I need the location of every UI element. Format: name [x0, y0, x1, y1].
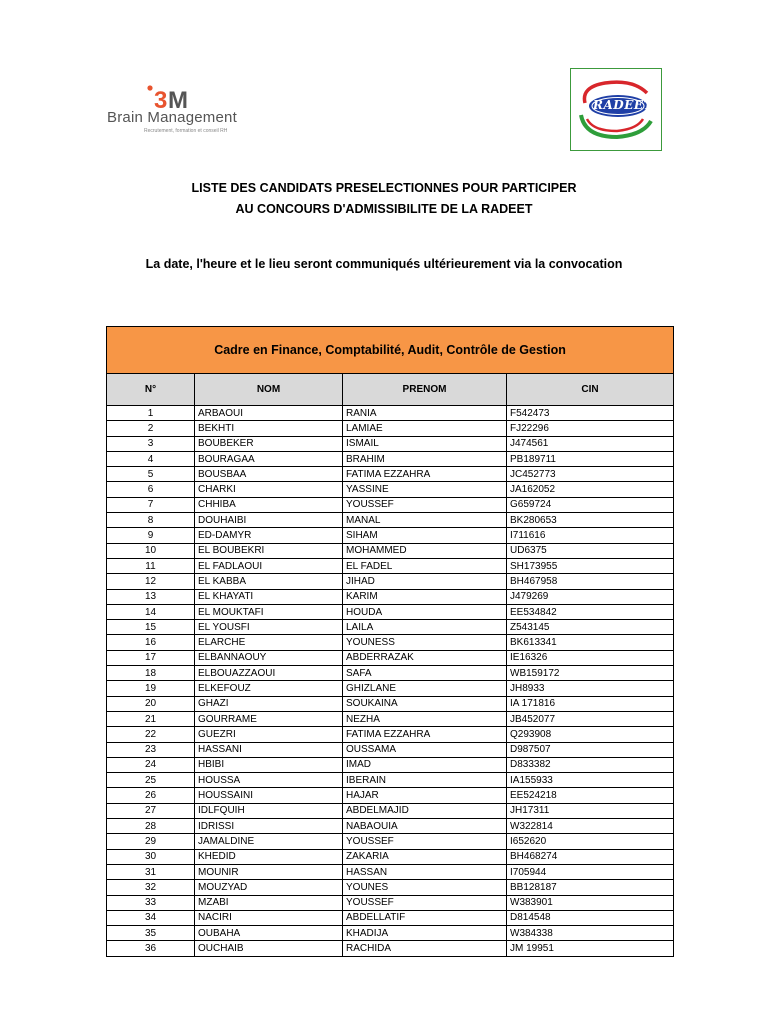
cell-cin: EE534842: [507, 604, 674, 619]
cell-nom: ELKEFOUZ: [195, 681, 343, 696]
brain-management-logo: [107, 83, 247, 143]
cell-num: 24: [107, 757, 195, 772]
cell-cin: JH17311: [507, 803, 674, 818]
cell-nom: EL YOUSFI: [195, 620, 343, 635]
header-nom: NOM: [195, 374, 343, 406]
table-row: [107, 681, 674, 696]
cell-prenom: RANIA: [343, 406, 507, 421]
cell-prenom: ABDELLATIF: [343, 910, 507, 925]
cell-num: 7: [107, 497, 195, 512]
cell-cin: W384338: [507, 926, 674, 941]
radeet-wordmark: RADEET: [593, 98, 653, 112]
cell-nom: EL KHAYATI: [195, 589, 343, 604]
svg-text:M: M: [168, 87, 188, 111]
cell-nom: HASSANI: [195, 742, 343, 757]
cell-nom: EL BOUBEKRI: [195, 543, 343, 558]
cell-num: 30: [107, 849, 195, 864]
table-row: [107, 558, 674, 573]
cell-cin: JM 19951: [507, 941, 674, 956]
cell-prenom: SAFA: [343, 666, 507, 681]
cell-cin: FJ22296: [507, 421, 674, 436]
cell-nom: IDLFQUIH: [195, 803, 343, 818]
cell-cin: JA162052: [507, 482, 674, 497]
cell-cin: Q293908: [507, 727, 674, 742]
cell-cin: JH8933: [507, 681, 674, 696]
brain-management-name: Brain Management: [107, 109, 237, 126]
cell-nom: HOUSSA: [195, 773, 343, 788]
table-row: [107, 451, 674, 466]
cell-nom: MZABI: [195, 895, 343, 910]
cell-prenom: HOUDA: [343, 604, 507, 619]
cell-cin: BH467958: [507, 574, 674, 589]
cell-prenom: YOUSSEF: [343, 497, 507, 512]
cell-nom: BEKHTI: [195, 421, 343, 436]
table-row: [107, 497, 674, 512]
cell-prenom: ISMAIL: [343, 436, 507, 451]
table-row: [107, 421, 674, 436]
table-row: [107, 482, 674, 497]
cell-num: 14: [107, 604, 195, 619]
cell-nom: BOURAGAA: [195, 451, 343, 466]
cell-nom: DOUHAIBI: [195, 513, 343, 528]
table-row: [107, 528, 674, 543]
cell-cin: J474561: [507, 436, 674, 451]
cell-num: 4: [107, 451, 195, 466]
cell-prenom: SOUKAINA: [343, 696, 507, 711]
cell-prenom: FATIMA EZZAHRA: [343, 467, 507, 482]
cell-num: 32: [107, 880, 195, 895]
cell-num: 26: [107, 788, 195, 803]
cell-nom: EL MOUKTAFI: [195, 604, 343, 619]
cell-num: 11: [107, 558, 195, 573]
table-row: [107, 926, 674, 941]
cell-nom: BOUBEKER: [195, 436, 343, 451]
cell-num: 31: [107, 864, 195, 879]
document-subtitle: La date, l'heure et le lieu seront communiqués ultérieurement via la convocation: [145, 257, 623, 271]
cell-cin: JB452077: [507, 711, 674, 726]
cell-num: 35: [107, 926, 195, 941]
cell-nom: GOURRAME: [195, 711, 343, 726]
cell-nom: GUEZRI: [195, 727, 343, 742]
cell-num: 18: [107, 666, 195, 681]
cell-prenom: MANAL: [343, 513, 507, 528]
cell-prenom: MOHAMMED: [343, 543, 507, 558]
table-row: [107, 513, 674, 528]
cell-prenom: YOUNES: [343, 880, 507, 895]
table-row: [107, 406, 674, 421]
brain-management-tagline: Recrutement, formation et conseil RH: [144, 128, 228, 134]
cell-cin: D987507: [507, 742, 674, 757]
cell-prenom: YASSINE: [343, 482, 507, 497]
cell-num: 27: [107, 803, 195, 818]
cell-nom: HOUSSAINI: [195, 788, 343, 803]
table-row: [107, 711, 674, 726]
svg-text:3: 3: [154, 87, 168, 111]
cell-nom: GHAZI: [195, 696, 343, 711]
header-prenom: PRENOM: [343, 374, 507, 406]
cell-prenom: NABAOUIA: [343, 819, 507, 834]
table-row: [107, 773, 674, 788]
table-row: [107, 742, 674, 757]
cell-nom: IDRISSI: [195, 819, 343, 834]
table-row: [107, 819, 674, 834]
cell-nom: KHEDID: [195, 849, 343, 864]
cell-num: 36: [107, 941, 195, 956]
cell-prenom: LAILA: [343, 620, 507, 635]
cell-cin: D814548: [507, 910, 674, 925]
section-title: Cadre en Finance, Comptabilité, Audit, Contrôle de Gestion: [107, 327, 674, 374]
cell-cin: WB159172: [507, 666, 674, 681]
cell-num: 20: [107, 696, 195, 711]
cell-prenom: ZAKARIA: [343, 849, 507, 864]
cell-nom: ED-DAMYR: [195, 528, 343, 543]
table-row: [107, 666, 674, 681]
table-row: [107, 941, 674, 956]
table-row: [107, 803, 674, 818]
table-row: [107, 635, 674, 650]
cell-cin: G659724: [507, 497, 674, 512]
cell-prenom: EL FADEL: [343, 558, 507, 573]
table-row: [107, 589, 674, 604]
table-row: [107, 864, 674, 879]
cell-prenom: YOUSSEF: [343, 834, 507, 849]
cell-prenom: LAMIAE: [343, 421, 507, 436]
cell-num: 1: [107, 406, 195, 421]
cell-nom: ELARCHE: [195, 635, 343, 650]
cell-num: 17: [107, 650, 195, 665]
cell-prenom: HAJAR: [343, 788, 507, 803]
cell-cin: W322814: [507, 819, 674, 834]
cell-num: 33: [107, 895, 195, 910]
cell-num: 16: [107, 635, 195, 650]
table-row: [107, 757, 674, 772]
cell-prenom: ABDERRAZAK: [343, 650, 507, 665]
cell-nom: ELBANNAOUY: [195, 650, 343, 665]
cell-prenom: GHIZLANE: [343, 681, 507, 696]
cell-cin: IA 171816: [507, 696, 674, 711]
table-row: [107, 650, 674, 665]
cell-nom: HBIBI: [195, 757, 343, 772]
cell-num: 9: [107, 528, 195, 543]
cell-nom: BOUSBAA: [195, 467, 343, 482]
cell-cin: D833382: [507, 757, 674, 772]
cell-nom: EL FADLAOUI: [195, 558, 343, 573]
cell-cin: UD6375: [507, 543, 674, 558]
cell-num: 22: [107, 727, 195, 742]
document-title-line1: LISTE DES CANDIDATS PRESELECTIONNES POUR PARTICIPER: [191, 181, 577, 195]
table-row: [107, 467, 674, 482]
cell-num: 29: [107, 834, 195, 849]
table-row: [107, 910, 674, 925]
cell-num: 12: [107, 574, 195, 589]
cell-num: 10: [107, 543, 195, 558]
cell-cin: I711616: [507, 528, 674, 543]
cell-prenom: OUSSAMA: [343, 742, 507, 757]
cell-prenom: YOUNESS: [343, 635, 507, 650]
cell-nom: CHARKI: [195, 482, 343, 497]
cell-cin: IE16326: [507, 650, 674, 665]
table-body: [107, 406, 674, 957]
cell-prenom: YOUSSEF: [343, 895, 507, 910]
table-row: [107, 604, 674, 619]
cell-prenom: RACHIDA: [343, 941, 507, 956]
cell-num: 21: [107, 711, 195, 726]
cell-prenom: NEZHA: [343, 711, 507, 726]
cell-prenom: HASSAN: [343, 864, 507, 879]
cell-prenom: BRAHIM: [343, 451, 507, 466]
cell-num: 19: [107, 681, 195, 696]
table-row: [107, 620, 674, 635]
cell-num: 13: [107, 589, 195, 604]
cell-cin: I705944: [507, 864, 674, 879]
cell-cin: PB189711: [507, 451, 674, 466]
table-row: [107, 543, 674, 558]
cell-cin: JC452773: [507, 467, 674, 482]
cell-cin: Z543145: [507, 620, 674, 635]
cell-nom: CHHIBA: [195, 497, 343, 512]
candidates-table: [106, 326, 674, 957]
table-row: [107, 696, 674, 711]
cell-cin: BH468274: [507, 849, 674, 864]
cell-cin: BK280653: [507, 513, 674, 528]
cell-cin: I652620: [507, 834, 674, 849]
cell-cin: BK613341: [507, 635, 674, 650]
cell-prenom: KHADIJA: [343, 926, 507, 941]
cell-num: 34: [107, 910, 195, 925]
table-row: [107, 880, 674, 895]
cell-num: 15: [107, 620, 195, 635]
table-row: [107, 895, 674, 910]
cell-num: 8: [107, 513, 195, 528]
table-row: [107, 574, 674, 589]
cell-num: 6: [107, 482, 195, 497]
cell-cin: W383901: [507, 895, 674, 910]
cell-num: 28: [107, 819, 195, 834]
cell-prenom: ABDELMAJID: [343, 803, 507, 818]
cell-num: 25: [107, 773, 195, 788]
cell-prenom: IBERAIN: [343, 773, 507, 788]
cell-num: 23: [107, 742, 195, 757]
document-title-line2: AU CONCOURS D'ADMISSIBILITE DE LA RADEET: [235, 202, 533, 216]
cell-prenom: IMAD: [343, 757, 507, 772]
cell-num: 2: [107, 421, 195, 436]
cell-nom: MOUZYAD: [195, 880, 343, 895]
cell-prenom: JIHAD: [343, 574, 507, 589]
cell-nom: JAMALDINE: [195, 834, 343, 849]
cell-nom: MOUNIR: [195, 864, 343, 879]
cell-cin: BB128187: [507, 880, 674, 895]
cell-nom: ARBAOUI: [195, 406, 343, 421]
cell-num: 3: [107, 436, 195, 451]
cell-cin: IA155933: [507, 773, 674, 788]
radeet-logo: [570, 68, 662, 151]
table-row: [107, 849, 674, 864]
cell-prenom: SIHAM: [343, 528, 507, 543]
cell-nom: OUCHAIB: [195, 941, 343, 956]
header-num: N°: [107, 374, 195, 406]
cell-cin: J479269: [507, 589, 674, 604]
cell-nom: EL KABBA: [195, 574, 343, 589]
cell-cin: SH173955: [507, 558, 674, 573]
cell-prenom: FATIMA EZZAHRA: [343, 727, 507, 742]
cell-nom: NACIRI: [195, 910, 343, 925]
header-cin: CIN: [507, 374, 674, 406]
table-row: [107, 788, 674, 803]
table-row: [107, 436, 674, 451]
cell-nom: OUBAHA: [195, 926, 343, 941]
cell-cin: EE524218: [507, 788, 674, 803]
table-row: [107, 727, 674, 742]
cell-num: 5: [107, 467, 195, 482]
brain-management-mark-icon: [145, 83, 205, 111]
cell-cin: F542473: [507, 406, 674, 421]
cell-prenom: KARIM: [343, 589, 507, 604]
cell-nom: ELBOUAZZAOUI: [195, 666, 343, 681]
table-row: [107, 834, 674, 849]
